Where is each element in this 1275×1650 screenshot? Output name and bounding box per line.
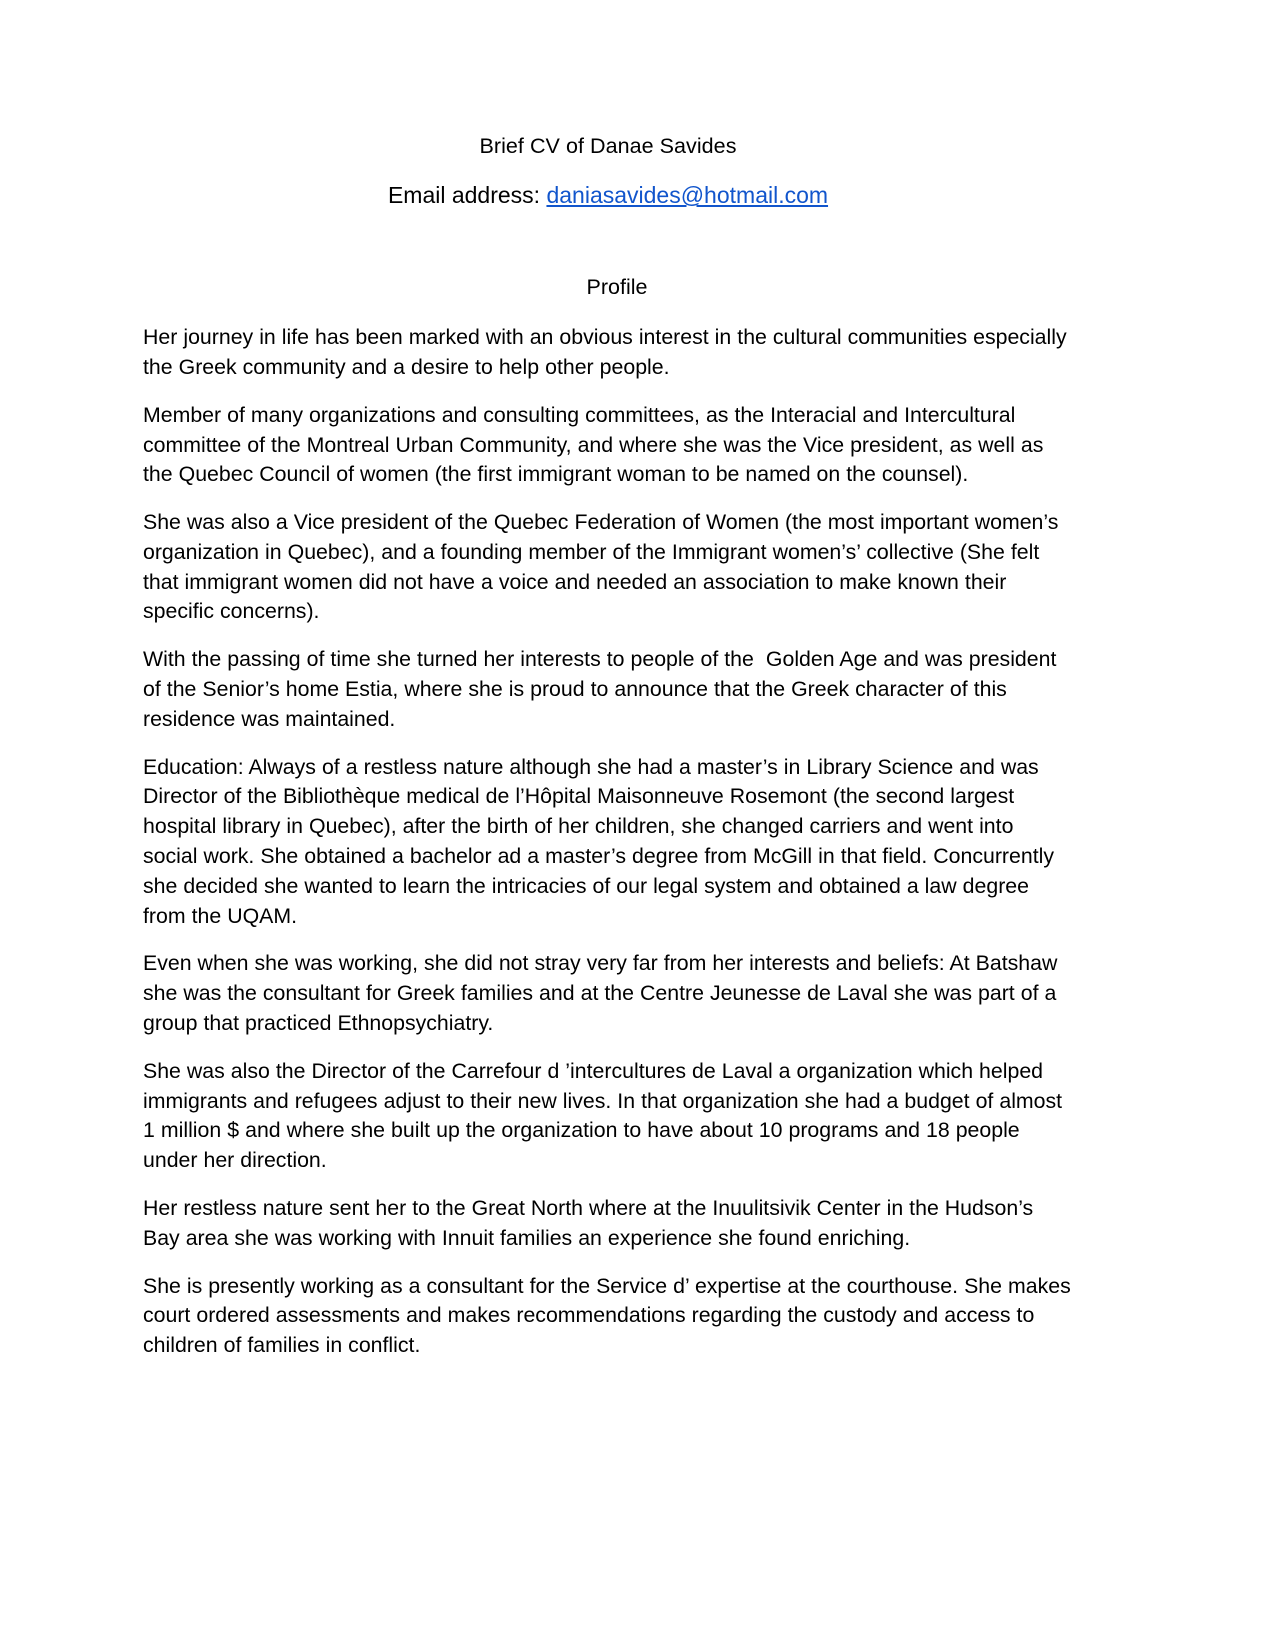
paragraph: Education: Always of a restless nature although she had a master’s in Library Science and was Director of the Bibliothèque medical de l’Hôpital Maisonneuve Rosemont (the second largest hospital library in Quebec), after the birth of her children, she changed carriers and went into social work. She obtained a bachelor ad a master’s degree from McGill in that field. Concurrently she decided she wanted to learn the intricacies of our legal system and obtained a law degree from the UQAM. [143, 754, 1061, 928]
email-label: Email address: [387, 182, 547, 209]
paragraph: Her restless nature sent her to the Great North where at the Inuulitsivik Center in the Hudson’s Bay area she was working with Innuit families an experience she found enriching. [143, 1196, 1040, 1250]
paragraph: She was also the Director of the Carrefour d ’intercultures de Laval a organization which helped immigrants and refugees adjust to their new lives. In that organization she had a budget of almost 1 million $ and where she built up the organization to have about 10 programs and 18 people under her direction. [143, 1058, 1069, 1173]
email-link[interactable]: daniasavides@hotmail.com [546, 182, 829, 209]
email-line [143, 180, 1073, 210]
paragraph: Even when she was working, she did not stray very far from her interests and beliefs: At Batshaw she was the consultant for Greek families and at the Centre Jeunesse de Laval she was part of a group that practiced Ethnopsychiatry. [143, 951, 1064, 1036]
paragraph: She is presently working as a consultant for the Service d’ expertise at the courthouse. She makes court ordered assessments and makes recommendations regarding the custody and access to children of families in conflict. [143, 1273, 1077, 1358]
paragraph: Her journey in life has been marked with an obvious interest in the cultural communities especially the Greek community and a desire to help other people. [143, 325, 1073, 379]
paragraph: Member of many organizations and consulting committees, as the Interacial and Intercultural committee of the Montreal Urban Community, and where she was the Vice president, as well as the Quebec Council of women (the first immigrant woman to be named on the counsel). [143, 402, 1050, 487]
paragraph: She was also a Vice president of the Quebec Federation of Women (the most important women’s organization in Quebec), and a founding member of the Immigrant women’s’ collective (She felt that immigrant women did not have a voice and needed an association to make known their specific concerns). [143, 510, 1065, 624]
section-heading-profile: Profile [586, 274, 648, 299]
page-title: Brief CV of Danae Savides [479, 134, 737, 158]
document-body [143, 132, 1077, 1361]
paragraph: With the passing of time she turned her interests to people of the Golden Age and was president of the Senior’s home Estia, where she is proud to announce that the Greek character of this residence was maintained. [143, 647, 1063, 731]
